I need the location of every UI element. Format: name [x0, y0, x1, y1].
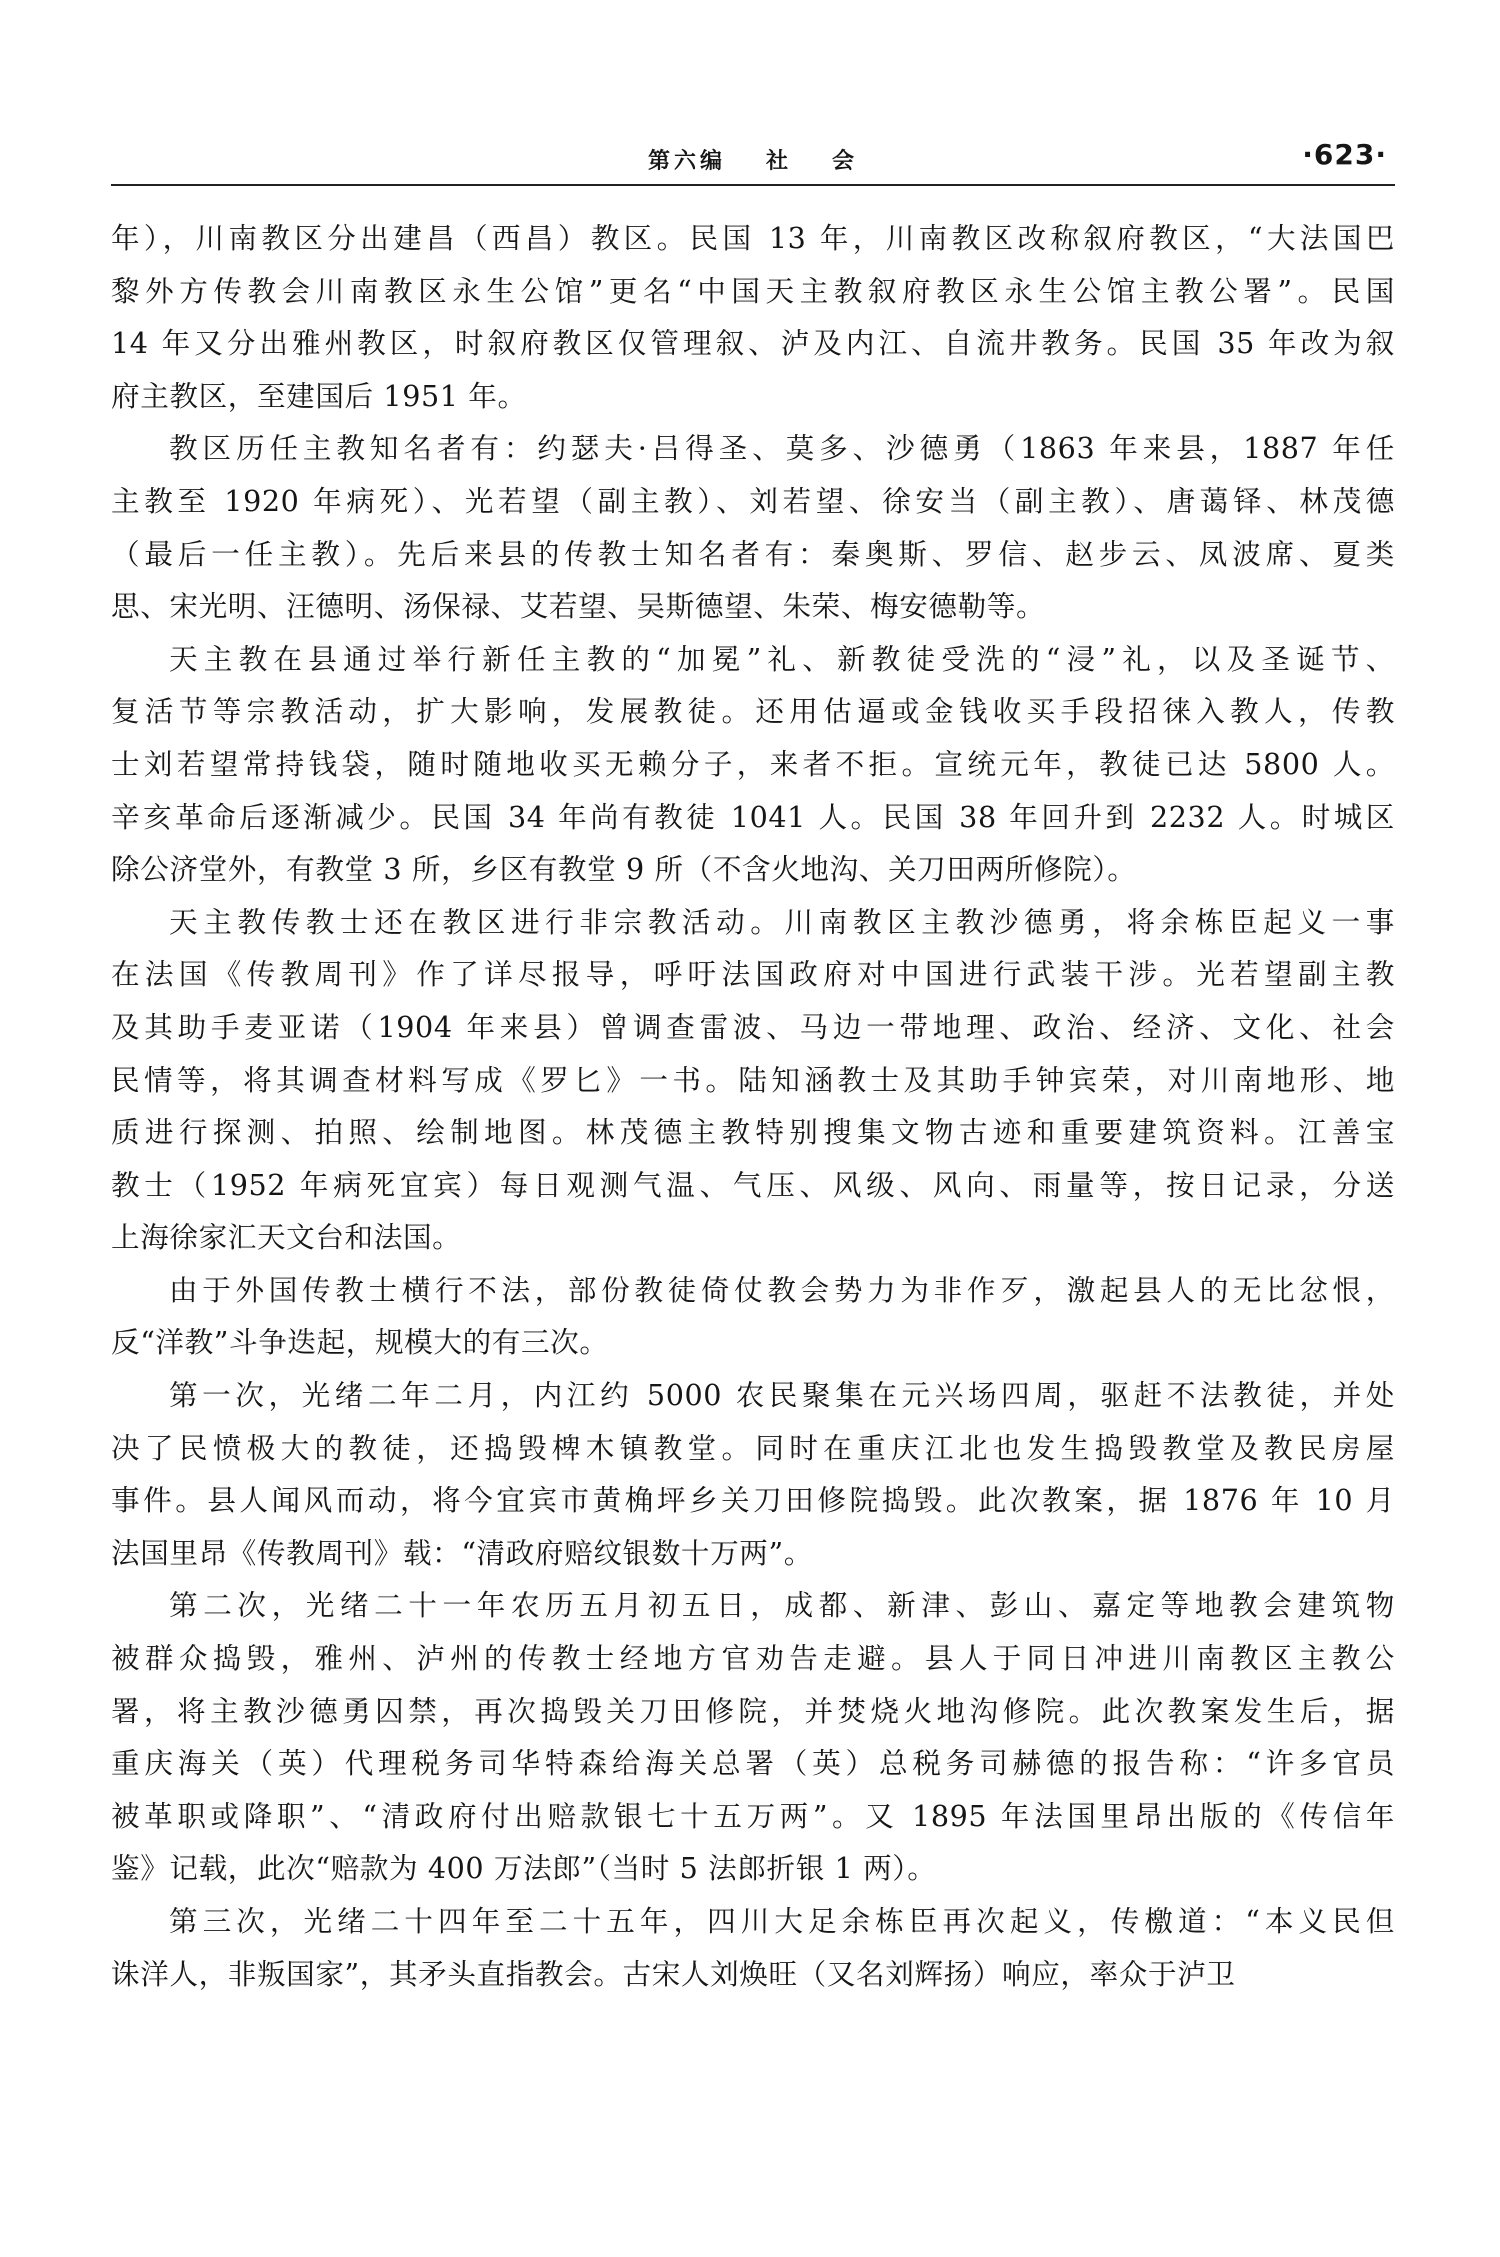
text-line: 法国里昂《传教周刊》载：“清政府赔纹银数十万两”。	[111, 1535, 813, 1570]
paragraph	[111, 422, 1395, 632]
text-line: 年），川南教区分出建昌（西昌）教区。民国 13 年，川南教区改称叙府教区，“大法国巴	[111, 221, 1395, 255]
paragraph	[111, 1369, 1395, 1579]
text-line: 重庆海关（英）代理税务司华特森给海关总署（英）总税务司赫德的报告称：“许多官员	[111, 1746, 1395, 1781]
text-line: 署，将主教沙德勇囚禁，再次捣毁关刀田修院，并焚烧火地沟修院。此次教案发生后，据	[111, 1693, 1395, 1728]
text-line: 反“洋教”斗争迭起，规模大的有三次。	[111, 1325, 609, 1360]
page-number: ·623·	[1302, 138, 1387, 171]
text-line: 被群众捣毁，雅州、泸州的传教士经地方官劝告走避。县人于同日冲进川南教区主教公	[111, 1641, 1395, 1676]
text-line: 14 年又分出雅州教区，时叙府教区仅管理叙、泸及内江、自流井教务。民国 35 年改为叙	[111, 326, 1395, 361]
text-line: （最后一任主教）。先后来县的传教士知名者有：秦奥斯、罗信、赵步云、凤波席、夏类	[111, 536, 1395, 571]
section-part3: 会	[832, 149, 859, 174]
paragraph	[111, 212, 1395, 422]
header-rule	[111, 184, 1395, 186]
text-line: 鉴》记载，此次“赔款为 400 万法郎”（当时 5 法郎折银 1 两）。	[111, 1851, 937, 1886]
text-line: 府主教区，至建国后 1951 年。	[111, 378, 527, 413]
paragraph	[111, 1895, 1395, 2000]
text-line: 质进行探测、拍照、绘制地图。林茂德主教特别搜集文物古迹和重要建筑资料。江善宝	[111, 1115, 1395, 1150]
text-line: 第一次，光绪二年二月，内江约 5000 农民聚集在元兴场四周，驱赶不法教徒，并处	[169, 1378, 1395, 1413]
text-line: 教士（1952 年病死宜宾）每日观测气温、气压、风级、风向、雨量等，按日记录，分送	[111, 1167, 1395, 1202]
text-line: 主教至 1920 年病死）、光若望（副主教）、刘若望、徐安当（副主教）、唐蔼铎、林茂德	[111, 483, 1395, 518]
text-line: 民情等，将其调查材料写成《罗匕》一书。陆知涵教士及其助手钟宾荣，对川南地形、地	[111, 1062, 1395, 1097]
text-line: 由于外国传教士横行不法，部份教徒倚仗教会势力为非作歹，激起县人的无比忿恨，	[169, 1272, 1395, 1307]
paragraph	[111, 633, 1395, 896]
text-line: 及其助手麦亚诺（1904 年来县）曾调查雷波、马边一带地理、政治、经济、文化、社会	[111, 1009, 1395, 1044]
text-line: 思、宋光明、汪德明、汤保禄、艾若望、吴斯德望、朱荣、梅安德勒等。	[111, 589, 1046, 624]
paragraph	[111, 896, 1395, 1264]
text-line: 第三次，光绪二十四年至二十五年，四川大足余栋臣再次起义，传檄道：“本义民但	[169, 1904, 1395, 1938]
paragraph	[111, 1579, 1395, 1895]
text-line: 教区历任主教知名者有：约瑟夫·吕得圣、莫多、沙德勇（1863 年来县，1887 年任	[169, 431, 1395, 466]
text-line: 除公济堂外，有教堂 3 所，乡区有教堂 9 所（不含火地沟、关刀田两所修院）。	[111, 852, 1137, 887]
page-header	[111, 138, 1395, 186]
text-line: 在法国《传教周刊》作了详尽报导，呼吁法国政府对中国进行武装干涉。光若望副主教	[111, 957, 1395, 992]
text-line: 第二次，光绪二十一年农历五月初五日，成都、新津、彭山、嘉定等地教会建筑物	[169, 1588, 1395, 1623]
paragraph	[111, 1264, 1395, 1369]
text-line: 士刘若望常持钱袋，随时随地收买无赖分子，来者不拒。宣统元年，教徒已达 5800 人。	[111, 746, 1395, 781]
text-line: 上海徐家汇天文台和法国。	[111, 1220, 462, 1255]
section-part2: 社	[765, 149, 792, 174]
text-line: 辛亥革命后逐渐减少。民国 34 年尚有教徒 1041 人。民国 38 年回升到 2232 人。时城区	[111, 799, 1395, 834]
section-part1: 第六编	[647, 149, 726, 174]
text-line: 事件。县人闻风而动，将今宜宾市黄桷坪乡关刀田修院捣毁。此次教案，据 1876 年 10 月	[111, 1483, 1395, 1518]
running-header-section-title	[111, 144, 1395, 175]
text-line: 决了民愤极大的教徒，还捣毁椑木镇教堂。同时在重庆江北也发生捣毁教堂及教民房屋	[111, 1430, 1395, 1465]
text-line: 天主教传教士还在教区进行非宗教活动。川南教区主教沙德勇，将余栋臣起义一事	[169, 904, 1395, 939]
text-line: 黎外方传教会川南教区永生公馆”更名“中国天主教叙府教区永生公馆主教公署”。民国	[111, 273, 1395, 308]
body-text	[111, 212, 1395, 2000]
text-line: 复活节等宗教活动，扩大影响，发展教徒。还用估逼或金钱收买手段招徕入教人，传教	[111, 694, 1395, 729]
text-line: 诛洋人，非叛国家”，其矛头直指教会。古宋人刘焕旺（又名刘辉扬）响应，率众于泸卫	[111, 1956, 1236, 1991]
text-line: 天主教在县通过举行新任主教的“加冕”礼、新教徒受洗的“浸”礼，以及圣诞节、	[169, 641, 1395, 676]
text-line: 被革职或降职”、“清政府付出赔款银七十五万两”。又 1895 年法国里昂出版的《传信年	[111, 1798, 1395, 1833]
